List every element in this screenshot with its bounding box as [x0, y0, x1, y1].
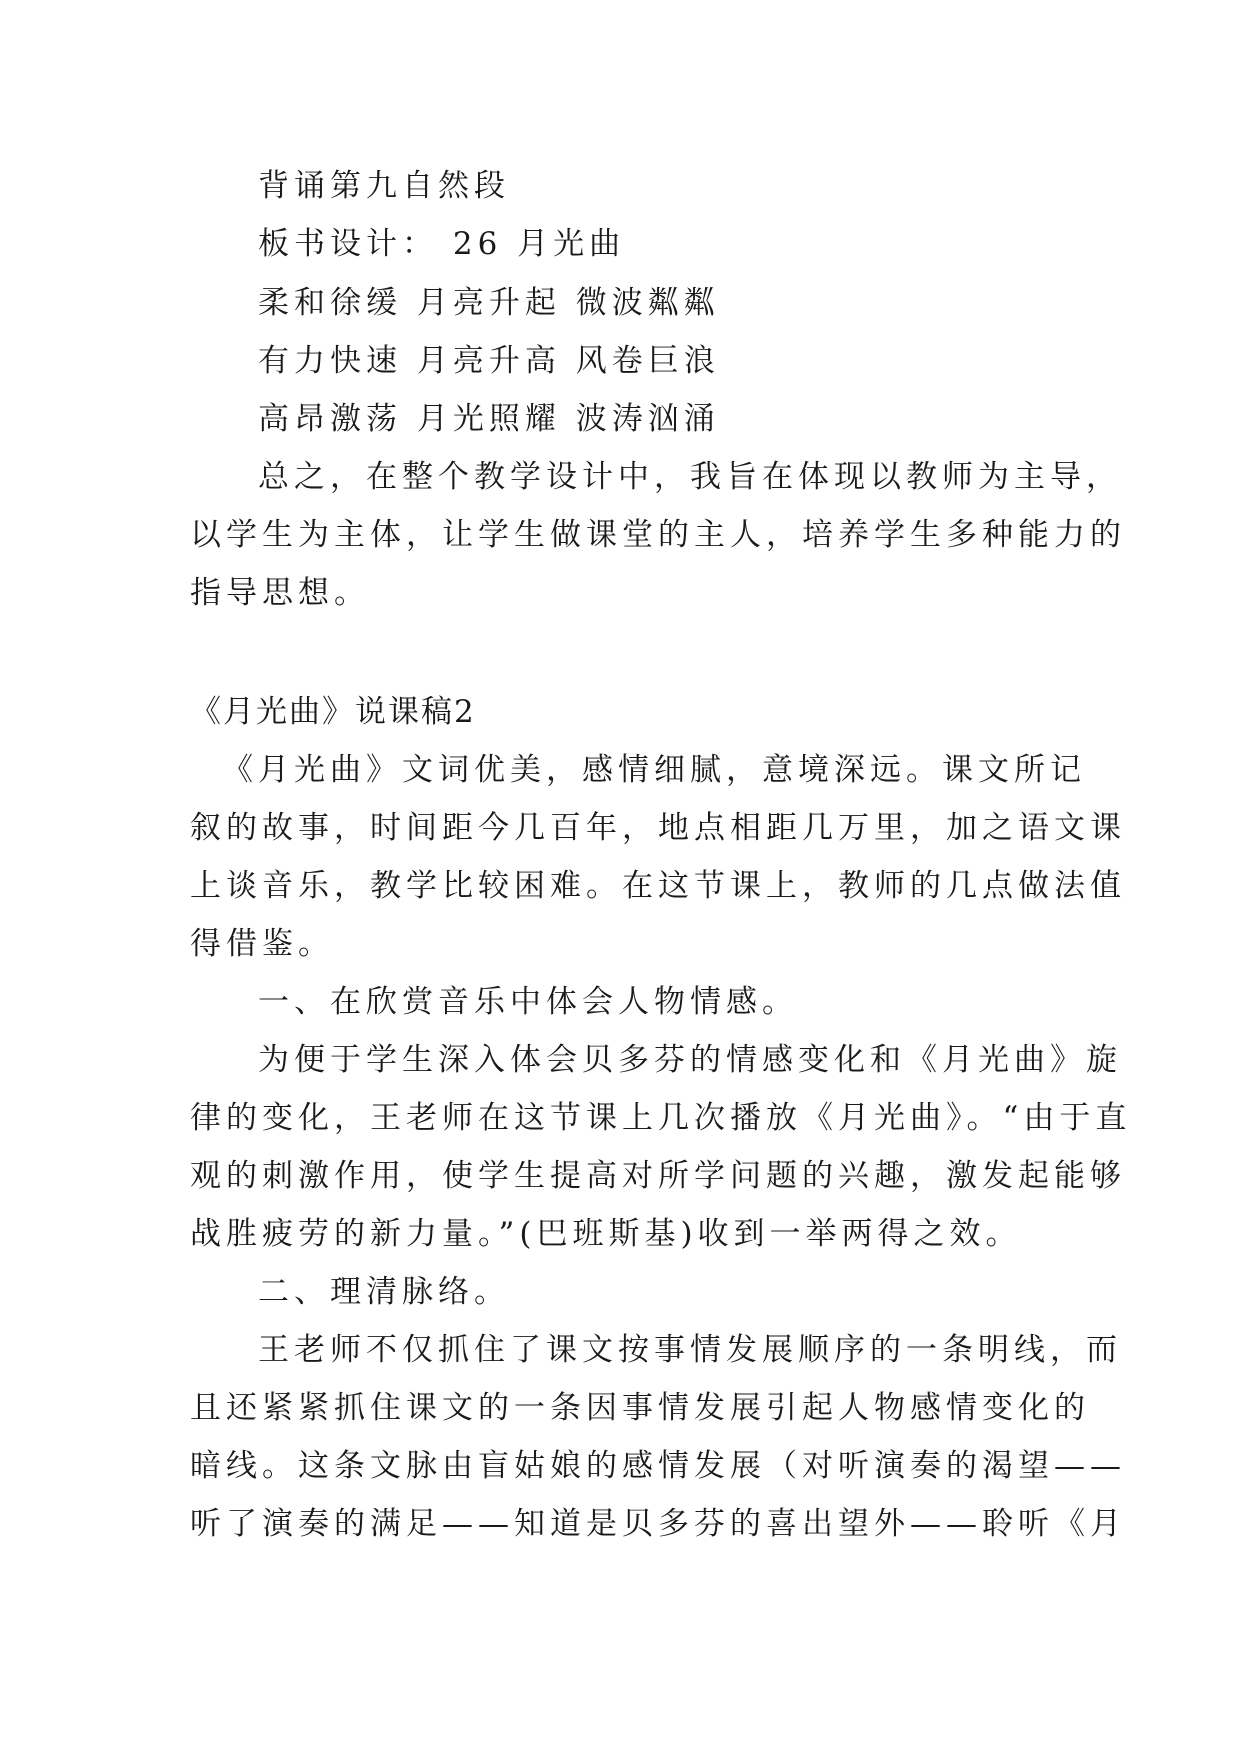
text-line: 得借鉴。: [190, 926, 334, 962]
text-line: 且还紧紧抓住课文的一条因事情发展引起人物感情变化的: [190, 1390, 1090, 1426]
text-line: 指导思想。: [190, 575, 370, 611]
text-line: 律的变化，王老师在这节课上几次播放《月光曲》。“由于直: [190, 1100, 1132, 1136]
text-line: 柔和徐缓 月亮升起 微波粼粼: [258, 285, 720, 321]
text-line: 高昂激荡 月光照耀 波涛汹涌: [258, 401, 720, 437]
text-line: 听了演奏的满足——知道是贝多芬的喜出望外——聆听《月: [190, 1506, 1126, 1542]
section-title: 《月光曲》说课稿2: [190, 694, 476, 730]
text-line: 叙的故事，时间距今几百年，地点相距几万里，加之语文课: [190, 810, 1126, 846]
text-line: 为便于学生深入体会贝多芬的情感变化和《月光曲》旋: [258, 1042, 1122, 1078]
text-line: 暗线。这条文脉由盲姑娘的感情发展（对听演奏的渴望——: [190, 1448, 1126, 1484]
text-line: 以学生为主体，让学生做课堂的主人，培养学生多种能力的: [190, 517, 1126, 553]
text-line: 二、理清脉络。: [258, 1274, 510, 1310]
text-line: 王老师不仅抓住了课文按事情发展顺序的一条明线，而: [258, 1332, 1122, 1368]
text-line: 《月光曲》文词优美，感情细腻，意境深远。课文所记: [222, 752, 1086, 788]
text-line: 一、在欣赏音乐中体会人物情感。: [258, 984, 798, 1020]
text-line: 上谈音乐，教学比较困难。在这节课上，教师的几点做法值: [190, 868, 1126, 904]
text-line: 观的刺激作用，使学生提高对所学问题的兴趣，激发起能够: [190, 1158, 1126, 1194]
text-line: 总之，在整个教学设计中，我旨在体现以教师为主导，: [258, 459, 1122, 495]
text-line: 背诵第九自然段: [258, 168, 510, 204]
text-line: 战胜疲劳的新力量。”(巴班斯基)收到一举两得之效。: [190, 1216, 1022, 1252]
text-line: 板书设计： 26 月光曲: [258, 226, 626, 262]
text-line: 有力快速 月亮升高 风卷巨浪: [258, 343, 720, 379]
